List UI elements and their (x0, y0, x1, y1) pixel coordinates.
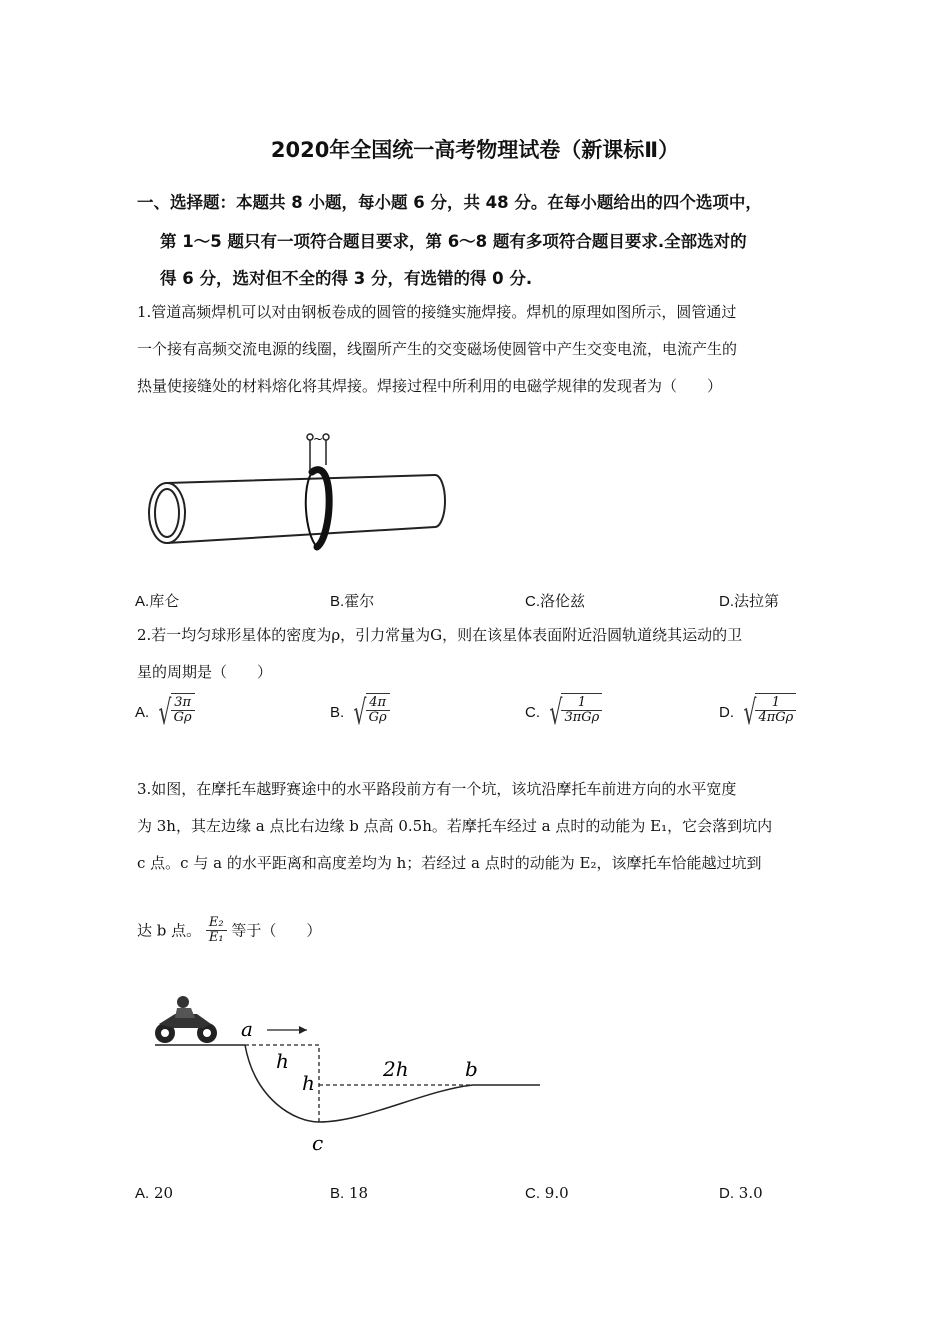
q2-option-c: C. √ $\frac{1}{\text{3πGρ}}$ (525, 693, 602, 733)
q1-option-c: C.洛伦兹 (525, 592, 586, 610)
q1-option-a: A.库仑 (135, 592, 180, 610)
sqrt-expression-a: √ $\frac{3\pi}{G\rho}$ (154, 693, 195, 733)
sqrt-expression-d: √ $\frac{1}{\text{4πGρ}}$ (739, 693, 797, 733)
q2-option-a: A. √ $\frac{3\pi}{G\rho}$ (135, 693, 195, 733)
q3-line-3: c 点。c 与 a 的水平距离和高度差均为 h；若经过 a 点时的动能为 E₂，该摩托车恰能越过坑到 (137, 854, 762, 872)
q2-option-b: B. √ $\frac{4\pi}{G\rho}$ (330, 693, 390, 733)
label-h-left: h (302, 1071, 315, 1095)
label-a: a (241, 1017, 253, 1041)
page-title: 2020年全国统一高考物理试卷（新课标Ⅱ） (270, 138, 680, 162)
section-heading-line-3: 得 6 分，选对但不全的得 3 分，有选错的得 0 分. (160, 269, 533, 288)
label-h-top: h (276, 1049, 289, 1073)
q1-line-2: 一个接有高频交流电源的线圈，线圈所产生的交变磁场使圆管中产生交变电流，电流产生的 (137, 340, 738, 358)
q1-line-1: 1.管道高频焊机可以对由钢板卷成的圆管的接缝实施焊接。焊机的原理如图所示，圆管通过 (137, 303, 737, 321)
sqrt-expression-c: √ $\frac{1}{\text{3πGρ}}$ (545, 693, 603, 733)
q1-option-b: B.霍尔 (330, 592, 375, 610)
motorcycle-icon (155, 996, 217, 1043)
q2-line-1: 2.若一均匀球形星体的密度为ρ，引力常量为G，则在该星体表面附近沿圆轨道绕其运动的卫 (137, 626, 743, 644)
ac-source-symbol: ~ (312, 432, 324, 446)
section-heading-line-2: 第 1～5 题只有一项符合题目要求，第 6～8 题有多项符合题目要求.全部选对的 (160, 232, 747, 251)
q3-line-4: 达 b 点。 $\frac{\text{E₂}}{\text{E₁}}$ 等于（ ） (137, 915, 322, 946)
q3-option-c: C. 9.0 (525, 1184, 569, 1202)
q1-line-3: 热量使接缝处的材料熔化将其焊接。焊接过程中所利用的电磁学规律的发现者为（ ） (137, 377, 723, 395)
q3-line-1: 3.如图，在摩托车越野赛途中的水平路段前方有一个坑，该坑沿摩托车前进方向的水平宽度 (137, 780, 737, 798)
q3-pit-figure (145, 990, 555, 1160)
label-2h: 2h (383, 1057, 409, 1081)
section-heading-line-1: 一、选择题：本题共 8 小题，每小题 6 分，共 48 分。在每小题给出的四个选项中， (137, 193, 762, 212)
label-b: b (465, 1057, 478, 1081)
q3-option-b: B. 18 (330, 1184, 369, 1202)
q3-option-d: D. 3.0 (719, 1184, 763, 1202)
energy-ratio-fraction: $\frac{\text{E₂}}{\text{E₁}}$ (206, 916, 227, 946)
q1-option-d: D.法拉第 (719, 592, 780, 610)
q1-pipe-figure (135, 425, 455, 555)
q3-option-a: A. 20 (135, 1184, 174, 1202)
q2-option-d: D. √ $\frac{1}{\text{4πGρ}}$ (719, 693, 796, 733)
q3-line-2: 为 3h，其左边缘 a 点比右边缘 b 点高 0.5h。若摩托车经过 a 点时的动能为 E₁，它会落到坑内 (137, 817, 773, 835)
q2-line-2: 星的周期是（ ） (137, 663, 273, 681)
sqrt-expression-b: √ $\frac{4\pi}{G\rho}$ (349, 693, 390, 733)
label-c: c (312, 1131, 324, 1155)
